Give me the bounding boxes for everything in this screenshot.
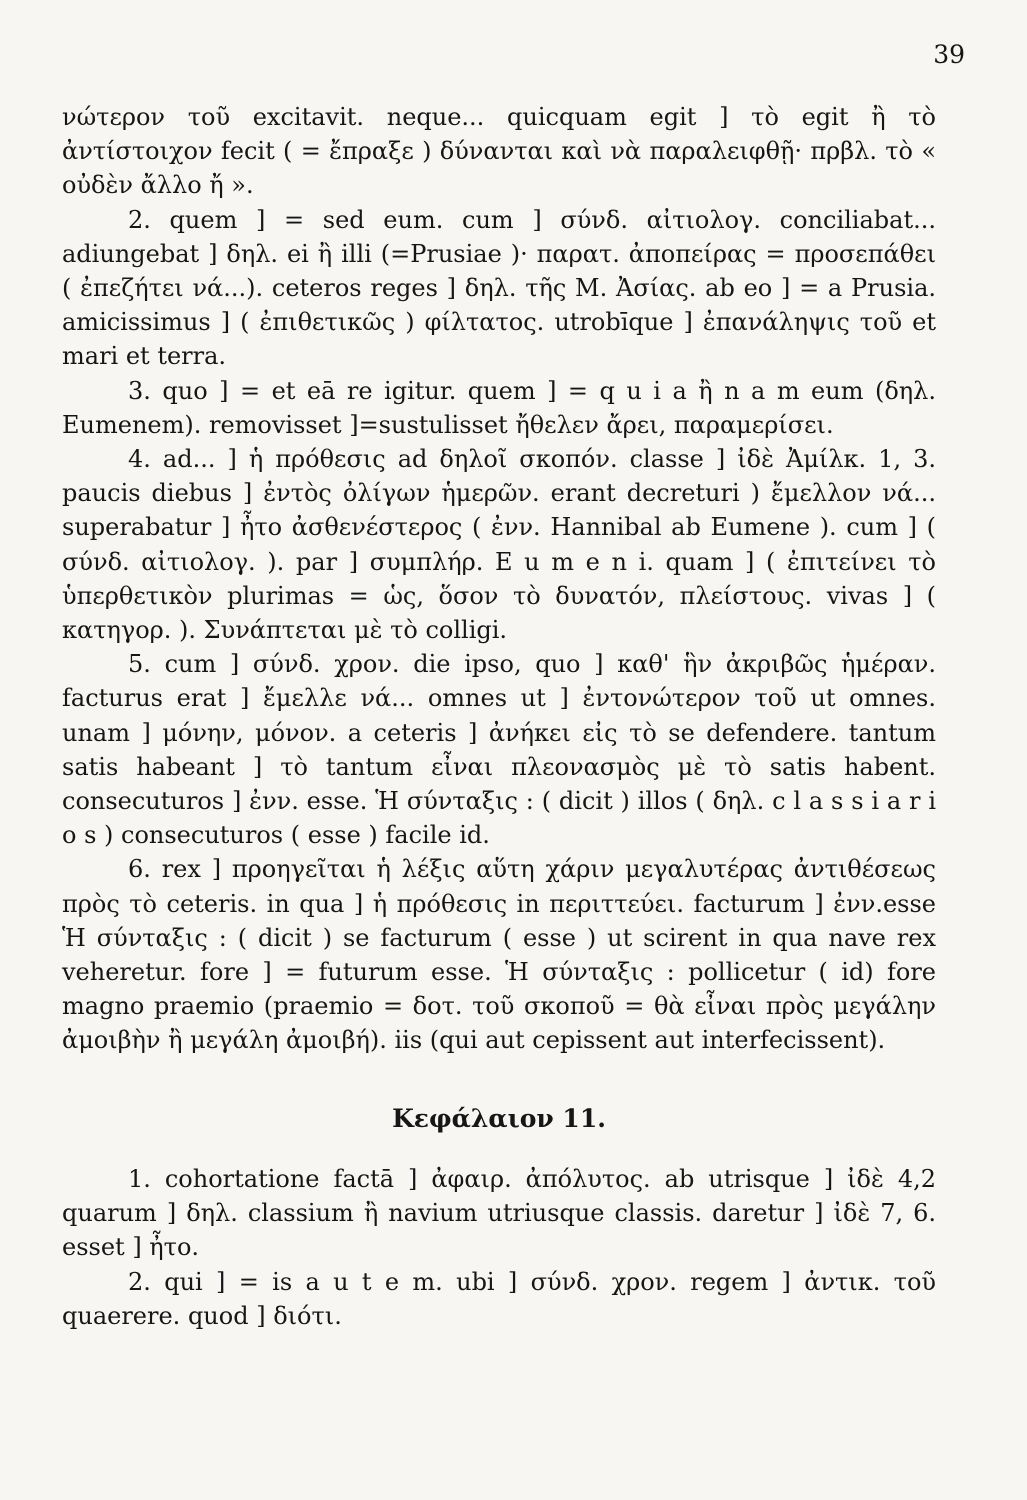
commentary-note-3: 3. quo ] = et eā re igitur. quem ] = q u i a ἢ n a m eum (δηλ. Eumenem). removisset ]=sustulisset ἤθελεν ἄρει, παραμερίσει. bbox=[62, 376, 936, 439]
commentary-note-2: 2. quem ] = sed eum. cum ] σύνδ. αἰτιολογ. conciliabat... adiungebat ] δηλ. ei ἢ illi (=Prusiae )· παρατ. ἀποπείρας = προσεπάθει ( ἐπεζήτει νά...). ceteros reges ] δηλ. τῆς Μ. Ἀσίας. ab eo ] = a Prusia. amicissimus ] ( ἐπιθετικῶς ) φίλτατος. utrobīque ] ἐπανάληψις τοῦ et mari et terra. bbox=[62, 205, 936, 371]
commentary-paragraph: νώτερον τοῦ excitavit. neque... quicquam egit ] τὸ egit ἢ τὸ ἀντίστοιχον fecit ( = ἔπραξε ) δύνανται καὶ νὰ παραλειφθῇ· πρβλ. τὸ « οὐδὲν ἄλλο ἤ ». bbox=[62, 103, 936, 200]
page-number: 39 bbox=[933, 40, 965, 69]
commentary-note-5: 5. cum ] σύνδ. χρον. die ipso, quo ] καθ' ἣν ἀκριβῶς ἡμέραν. facturus erat ] ἔμελλε νά... omnes ut ] ἐντονώτερον τοῦ ut omnes. unam ] μόνην, μόνον. a ceteris ] ἀνήκει εἰς τὸ se defendere. tantum satis habeant ] τὸ tantum εἶναι πλεονασμὸς μὲ τὸ satis habent. consecuturos ] ἐνν. esse. Ἡ σύνταξις : ( dicit ) illos ( δηλ. c l a s s i a r i o s ) consecuturos ( esse ) facile id. bbox=[62, 650, 936, 850]
commentary-note-4: 4. ad... ] ἡ πρόθεσις ad δηλοῖ σκοπόν. classe ] ἰδὲ Ἀμίλκ. 1, 3. paucis diebus ] ἐντὸς ὀλίγων ἡμερῶν. erant decreturi ) ἔμελλον νά... superabatur ] ἦτο ἀσθενέστερος ( ἐνν. Hannibal ab Eumene ). cum ] ( σύνδ. αἰτιολογ. ). par ] συμπλήρ. E u m e n i. quam ] ( ἐπιτείνει τὸ ὑπερθετικὸν plurimas = ὡς, ὅσον τὸ δυνατόν, πλείστους. vivas ] ( κατηγορ. ). Συνάπτεται μὲ τὸ colligi. bbox=[62, 445, 936, 645]
chapter11-note-1: 1. cohortatione factā ] ἀφαιρ. ἀπόλυτος. ab utrisque ] ἰδὲ 4,2 quarum ] δηλ. classium ἢ navium utriusque classis. daretur ] ἰδὲ 7, 6. esset ] ἦτο. bbox=[62, 1164, 936, 1262]
chapter11-note-2: 2. qui ] = is a u t e m. ubi ] σύνδ. χρον. regem ] ἀντικ. τοῦ quaerere. quod ] διότι. bbox=[62, 1267, 936, 1330]
page-content bbox=[62, 100, 936, 1333]
chapter-heading: Κεφάλαιον 11. bbox=[392, 1103, 606, 1133]
commentary-note-6: 6. rex ] προηγεῖται ἡ λέξις αὕτη χάριν μεγαλυτέρας ἀντιθέσεως πρὸς τὸ ceteris. in qua ] ἡ πρόθεσις in περιττεύει. facturum ] ἐνν.esse Ἡ σύνταξις : ( dicit ) se facturum ( esse ) ut scirent in qua nave rex veheretur. fore ] = futurum esse. Ἡ σύνταξις : pollicetur ( id) fore magno praemio (praemio = δοτ. τοῦ σκοποῦ = θὰ εἶναι πρὸς μεγάλην ἀμοιβὴν ἢ μεγάλη ἀμοιβή). iis (qui aut cepissent aut interfecissent). bbox=[62, 855, 936, 1055]
